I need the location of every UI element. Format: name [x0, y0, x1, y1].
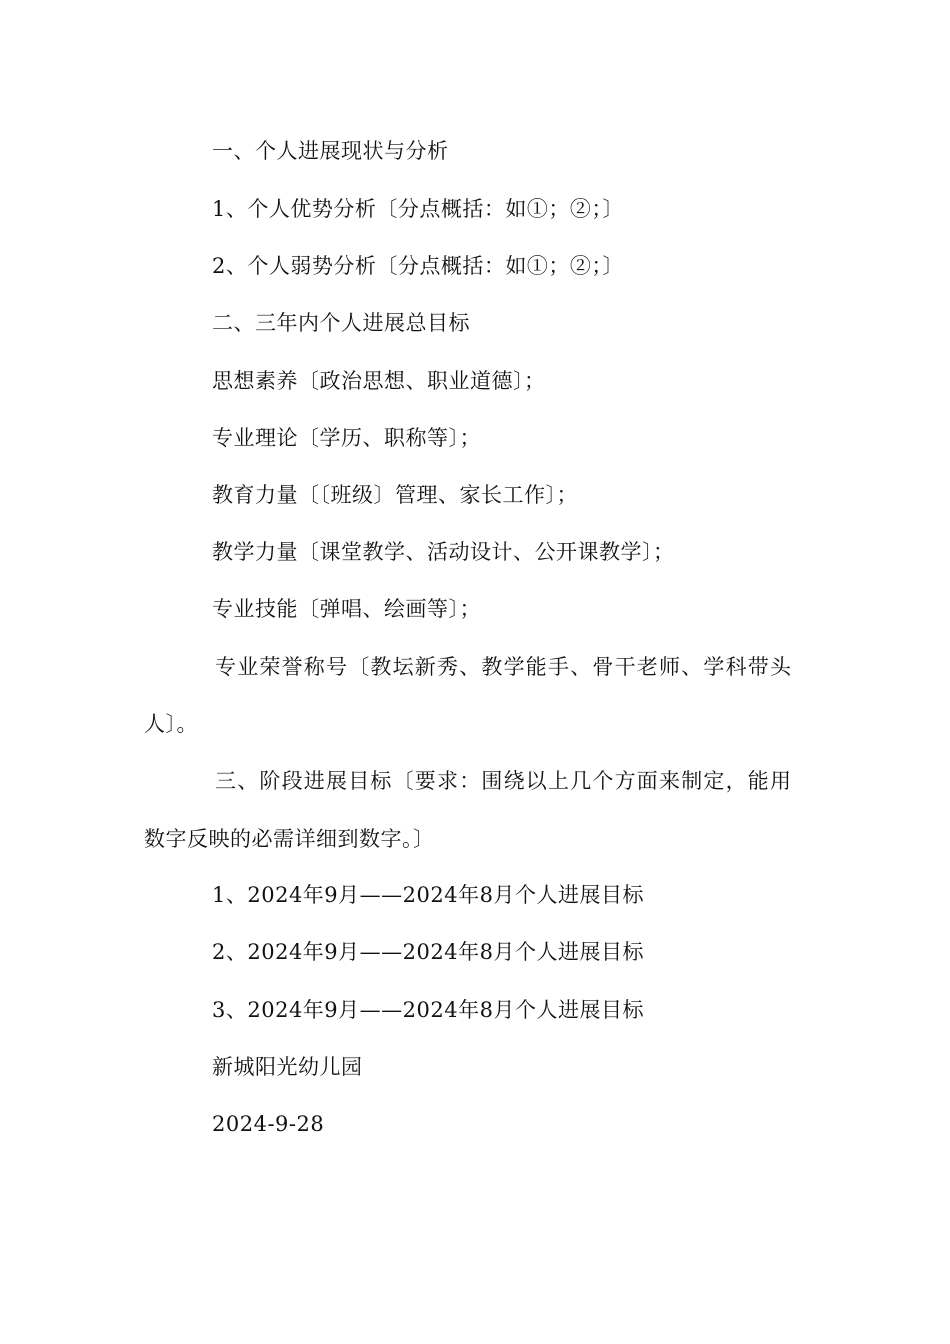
section3-heading-line1: 三、阶段进展目标〔要求：围绕以上几个方面来制定，能用 — [215, 769, 793, 793]
goal-honor-line2: 人〕。 — [144, 712, 198, 736]
signature-organization: 新城阳光幼儿园 — [212, 1055, 363, 1079]
goal-teaching: 教学力量〔课堂教学、活动设计、公开课教学〕； — [212, 540, 675, 564]
goal-education: 教育力量〔〔班级〕管理、家长工作〕； — [212, 483, 578, 507]
section3-heading-line2: 数字反映的必需详细到数字。〕 — [144, 827, 435, 851]
stage-goal-2: 2、2024年9月——2024年8月个人进展目标 — [212, 940, 644, 964]
weaknesses-item: 2、个人弱势分析〔分点概括：如①；②；〕 — [212, 254, 624, 278]
goal-theory: 专业理论〔学历、职称等〕； — [212, 426, 481, 450]
goal-ideology: 思想素养〔政治思想、职业道德〕； — [212, 369, 546, 393]
stage-goal-1: 1、2024年9月——2024年8月个人进展目标 — [212, 883, 644, 907]
stage-goal-3: 3、2024年9月——2024年8月个人进展目标 — [212, 998, 644, 1022]
signature-date: 2024-9-28 — [212, 1112, 325, 1136]
section2-heading: 二、三年内个人进展总目标 — [212, 311, 470, 335]
goal-honor-line1: 专业荣誉称号〔教坛新秀、教学能手、骨干老师、学科带头 — [215, 655, 793, 679]
goal-skills: 专业技能〔弹唱、绘画等〕； — [212, 597, 481, 621]
strengths-item: 1、个人优势分析〔分点概括：如①；②；〕 — [212, 197, 624, 221]
section1-heading: 一、个人进展现状与分析 — [212, 139, 449, 163]
